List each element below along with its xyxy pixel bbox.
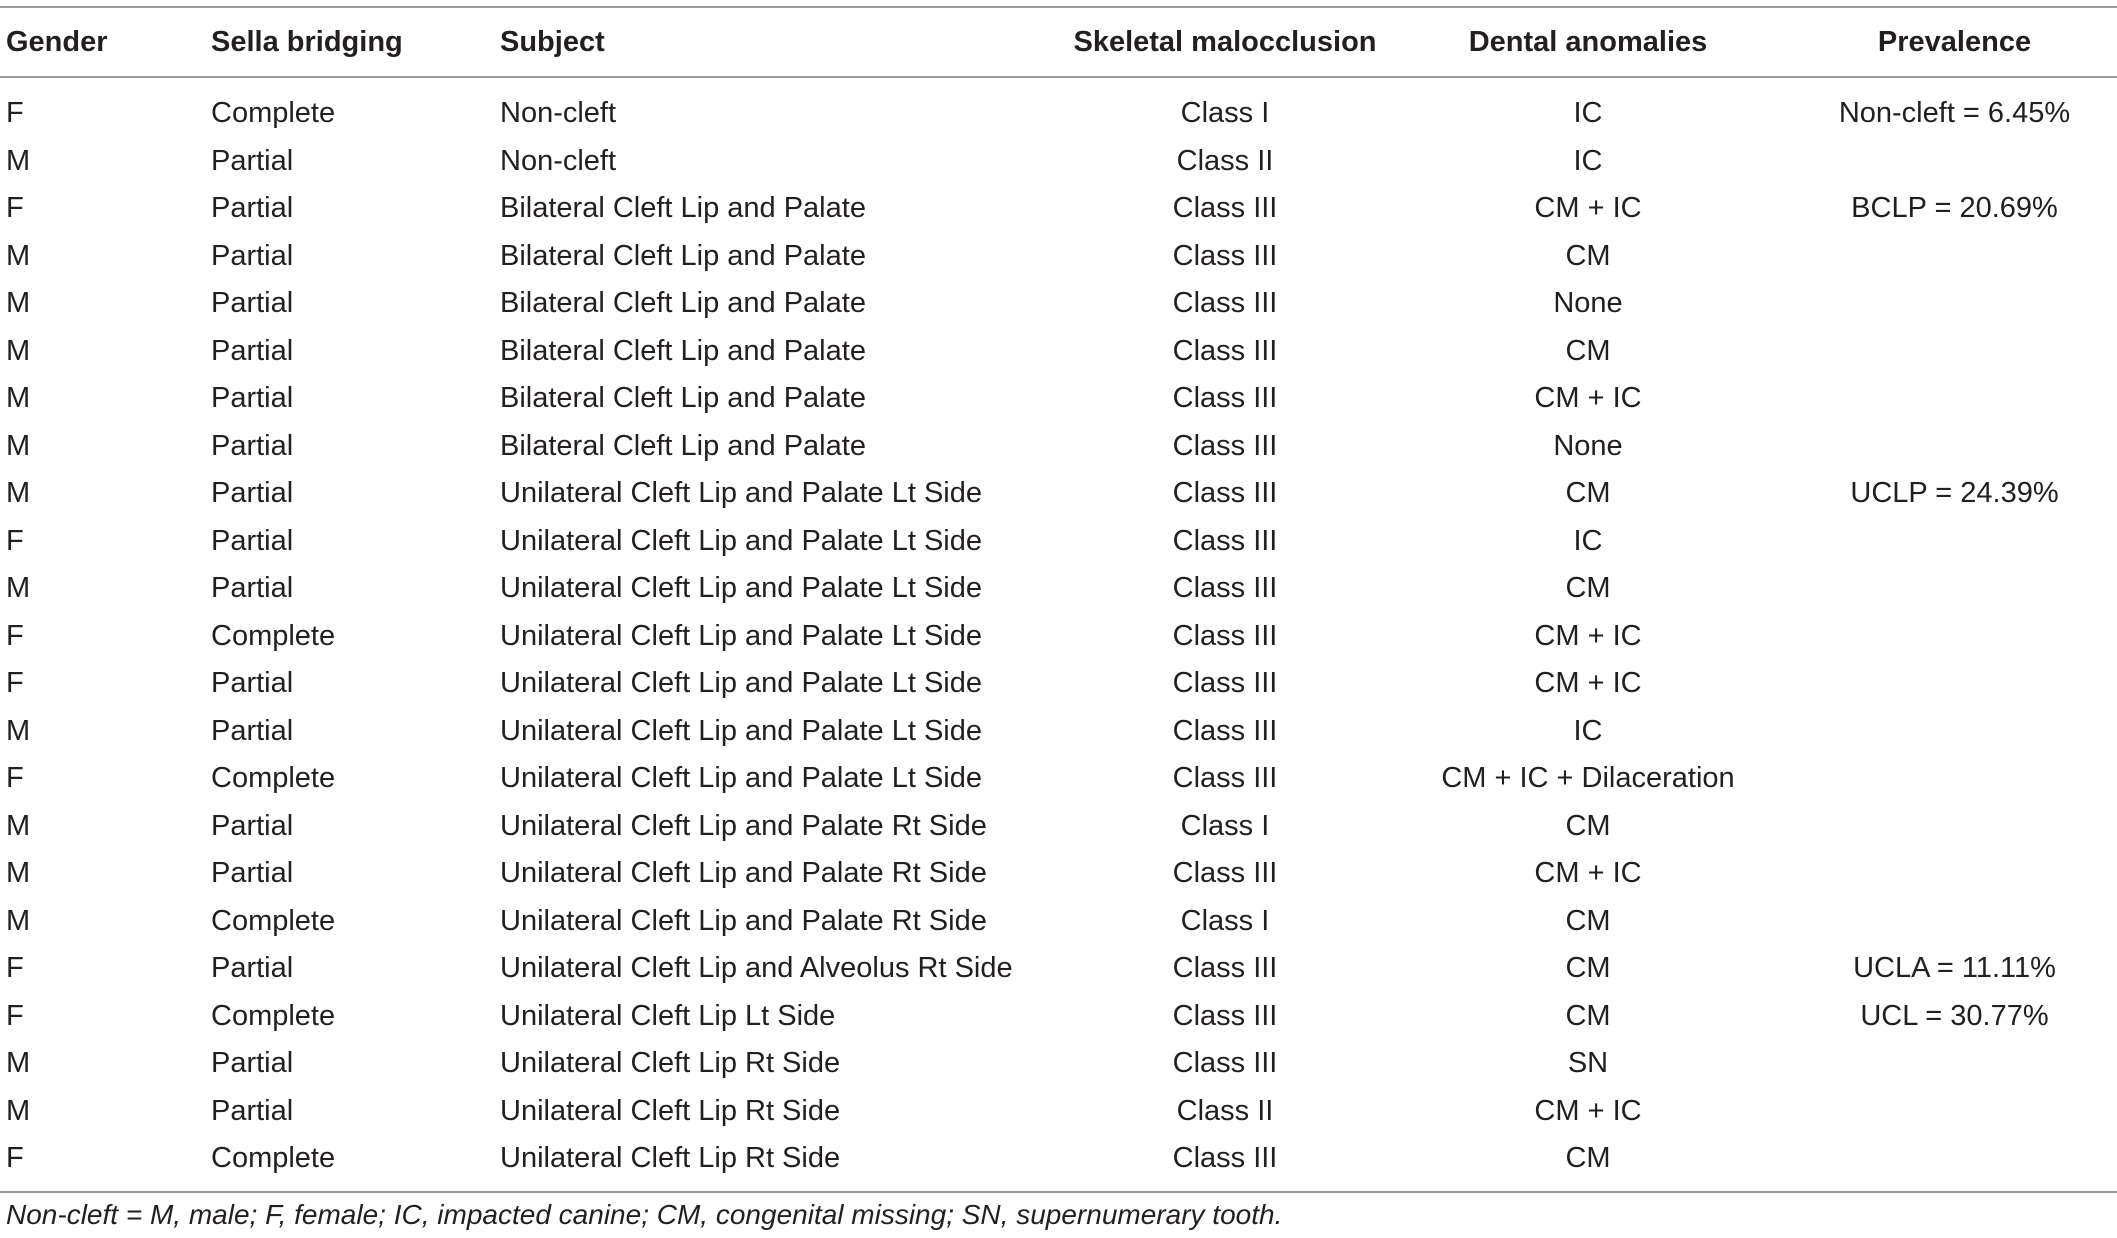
cell-gender: M (6, 287, 31, 320)
cell-dental-anomalies: CM + IC (1534, 192, 1642, 225)
cell-dental-anomalies: IC (1573, 524, 1603, 557)
cell-gender: M (6, 714, 31, 747)
cell-prevalence (1786, 850, 2117, 898)
cell-sella-bridging: Complete (211, 999, 336, 1032)
header-row (0, 8, 2117, 76)
cell-sella-bridging: Complete (211, 762, 336, 795)
cell-subject: Non-cleft (500, 97, 617, 130)
cell-gender: F (6, 619, 24, 652)
cell-subject: Unilateral Cleft Lip and Palate Lt Side (500, 667, 983, 700)
cell-prevalence (1786, 280, 2117, 328)
cell-prevalence (1786, 233, 2117, 281)
cell-dental-anomalies: CM + IC (1534, 857, 1642, 890)
cell-prevalence (1786, 1088, 2117, 1136)
table-row (0, 993, 2117, 1041)
cell-dental-anomalies: None (1553, 287, 1623, 320)
cell-dental-anomalies: IC (1573, 144, 1603, 177)
cell-subject: Unilateral Cleft Lip and Palate Lt Side (500, 524, 983, 557)
cell-prevalence: Non-cleft = 6.45% (1838, 97, 2071, 130)
cell-subject: Unilateral Cleft Lip and Palate Lt Side (500, 714, 983, 747)
cell-subject: Unilateral Cleft Lip Rt Side (500, 1047, 841, 1080)
cell-skeletal-malocclusion: Class III (1172, 857, 1278, 890)
cell-gender: F (6, 192, 24, 225)
cell-subject: Unilateral Cleft Lip and Palate Lt Side (500, 619, 983, 652)
cell-dental-anomalies: IC (1573, 97, 1603, 130)
cell-skeletal-malocclusion: Class III (1172, 239, 1278, 272)
cell-gender: M (6, 382, 31, 415)
cell-gender: M (6, 904, 31, 937)
cell-subject: Bilateral Cleft Lip and Palate (500, 287, 866, 320)
table-body (0, 76, 2117, 1183)
cell-dental-anomalies: CM (1565, 572, 1611, 605)
cell-gender: M (6, 477, 31, 510)
cell-sella-bridging: Partial (211, 667, 294, 700)
cell-skeletal-malocclusion: Class III (1172, 667, 1278, 700)
cell-skeletal-malocclusion: Class III (1172, 382, 1278, 415)
cell-skeletal-malocclusion: Class III (1172, 999, 1278, 1032)
cell-dental-anomalies: CM (1565, 477, 1611, 510)
cell-prevalence: UCL = 30.77% (1860, 999, 2049, 1032)
cell-dental-anomalies: CM + IC (1534, 1094, 1642, 1127)
cell-gender: F (6, 762, 24, 795)
table-row (0, 755, 2117, 803)
table-row (0, 945, 2117, 993)
cell-skeletal-malocclusion: Class II (1176, 144, 1274, 177)
cell-skeletal-malocclusion: Class I (1180, 809, 1270, 842)
cell-prevalence (1786, 1040, 2117, 1088)
cell-subject: Unilateral Cleft Lip and Palate Rt Side (500, 809, 987, 842)
cell-prevalence (1786, 375, 2117, 423)
cell-dental-anomalies: CM (1565, 334, 1611, 367)
cell-dental-anomalies: SN (1567, 1047, 1609, 1080)
cell-gender: M (6, 429, 31, 462)
cell-prevalence (1786, 138, 2117, 186)
cell-gender: F (6, 97, 24, 130)
cell-dental-anomalies: CM + IC (1534, 382, 1642, 415)
cell-subject: Unilateral Cleft Lip and Palate Lt Side (500, 572, 983, 605)
cell-sella-bridging: Partial (211, 192, 294, 225)
cell-dental-anomalies: CM (1565, 1142, 1611, 1175)
table-row (0, 470, 2117, 518)
cell-skeletal-malocclusion: Class III (1172, 192, 1278, 225)
cell-subject: Unilateral Cleft Lip and Palate Rt Side (500, 904, 987, 937)
cell-subject: Unilateral Cleft Lip and Palate Lt Side (500, 762, 983, 795)
cell-gender: M (6, 334, 31, 367)
cell-gender: F (6, 999, 24, 1032)
cell-prevalence: BCLP = 20.69% (1851, 192, 2058, 225)
cell-sella-bridging: Partial (211, 952, 294, 985)
cell-gender: M (6, 1047, 31, 1080)
cell-subject: Unilateral Cleft Lip Lt Side (500, 999, 836, 1032)
table-row (0, 1088, 2117, 1136)
cell-skeletal-malocclusion: Class III (1172, 1047, 1278, 1080)
cell-gender: M (6, 144, 31, 177)
cell-skeletal-malocclusion: Class I (1180, 97, 1270, 130)
cell-prevalence: UCLP = 24.39% (1850, 477, 2059, 510)
cell-sella-bridging: Complete (211, 97, 336, 130)
table-row (0, 850, 2117, 898)
cell-sella-bridging: Partial (211, 429, 294, 462)
cell-dental-anomalies: CM (1565, 999, 1611, 1032)
cell-skeletal-malocclusion: Class III (1172, 287, 1278, 320)
cell-dental-anomalies: CM (1565, 904, 1611, 937)
cell-sella-bridging: Partial (211, 572, 294, 605)
table-row (0, 76, 2117, 138)
cell-dental-anomalies: None (1553, 429, 1623, 462)
cell-sella-bridging: Complete (211, 1142, 336, 1175)
cell-sella-bridging: Partial (211, 239, 294, 272)
cell-gender: M (6, 857, 31, 890)
cell-prevalence (1786, 755, 2117, 803)
header-sella-bridging: Sella bridging (211, 25, 403, 58)
cell-subject: Non-cleft (500, 144, 617, 177)
cell-subject: Unilateral Cleft Lip Rt Side (500, 1142, 841, 1175)
table-row (0, 1135, 2117, 1183)
cell-dental-anomalies: CM (1565, 239, 1611, 272)
cell-sella-bridging: Partial (211, 809, 294, 842)
cell-gender: F (6, 524, 24, 557)
cell-subject: Bilateral Cleft Lip and Palate (500, 334, 866, 367)
table-row (0, 660, 2117, 708)
header-gender: Gender (6, 25, 108, 58)
cell-sella-bridging: Partial (211, 287, 294, 320)
table-row (0, 565, 2117, 613)
cell-skeletal-malocclusion: Class III (1172, 429, 1278, 462)
cell-sella-bridging: Complete (211, 619, 336, 652)
cell-skeletal-malocclusion: Class III (1172, 477, 1278, 510)
cell-skeletal-malocclusion: Class III (1172, 762, 1278, 795)
cell-prevalence (1786, 613, 2117, 661)
cell-prevalence (1786, 423, 2117, 471)
table-row (0, 233, 2117, 281)
bottom-rule (0, 1191, 2117, 1193)
cell-dental-anomalies: CM + IC + Dilaceration (1441, 762, 1735, 795)
cell-sella-bridging: Complete (211, 904, 336, 937)
cell-skeletal-malocclusion: Class III (1172, 714, 1278, 747)
cell-dental-anomalies: CM + IC (1534, 667, 1642, 700)
header-prevalence: Prevalence (1877, 25, 2032, 58)
cell-subject: Bilateral Cleft Lip and Palate (500, 382, 866, 415)
cell-skeletal-malocclusion: Class III (1172, 1142, 1278, 1175)
table-row (0, 708, 2117, 756)
table-row (0, 803, 2117, 851)
table-footnote: Non-cleft = M, male; F, female; IC, impacted canine; CM, congenital missing; SN, supernumerary tooth. (6, 1199, 1283, 1230)
cell-dental-anomalies: CM (1565, 809, 1611, 842)
cell-sella-bridging: Partial (211, 144, 294, 177)
cell-sella-bridging: Partial (211, 382, 294, 415)
cell-gender: M (6, 239, 31, 272)
cell-gender: M (6, 1094, 31, 1127)
table-row (0, 613, 2117, 661)
cell-subject: Unilateral Cleft Lip and Palate Rt Side (500, 857, 987, 890)
cell-gender: M (6, 572, 31, 605)
cell-sella-bridging: Partial (211, 857, 294, 890)
header-dental-anomalies: Dental anomalies (1468, 25, 1708, 58)
cell-gender: F (6, 1142, 24, 1175)
table-row (0, 138, 2117, 186)
cell-dental-anomalies: IC (1573, 714, 1603, 747)
cell-skeletal-malocclusion: Class III (1172, 524, 1278, 557)
table-row (0, 280, 2117, 328)
cell-skeletal-malocclusion: Class III (1172, 619, 1278, 652)
cell-sella-bridging: Partial (211, 1047, 294, 1080)
cell-prevalence: UCLA = 11.11% (1853, 952, 2056, 985)
header-subject: Subject (500, 25, 605, 58)
cell-skeletal-malocclusion: Class III (1172, 572, 1278, 605)
cell-gender: F (6, 952, 24, 985)
cell-skeletal-malocclusion: Class III (1172, 334, 1278, 367)
header-skeletal-malocclusion: Skeletal malocclusion (1073, 25, 1377, 58)
cell-dental-anomalies: CM + IC (1534, 619, 1642, 652)
data-table (0, 8, 2117, 1183)
cell-prevalence (1786, 518, 2117, 566)
cell-subject: Unilateral Cleft Lip and Alveolus Rt Side (500, 952, 1013, 985)
cell-sella-bridging: Partial (211, 334, 294, 367)
table-row (0, 898, 2117, 946)
cell-prevalence (1786, 708, 2117, 756)
table-row (0, 1040, 2117, 1088)
cell-prevalence (1786, 328, 2117, 376)
cell-skeletal-malocclusion: Class I (1180, 904, 1270, 937)
table-row (0, 185, 2117, 233)
cell-prevalence (1786, 898, 2117, 946)
table-row (0, 375, 2117, 423)
cell-prevalence (1786, 1135, 2117, 1183)
cell-prevalence (1786, 660, 2117, 708)
cell-sella-bridging: Partial (211, 1094, 294, 1127)
cell-skeletal-malocclusion: Class II (1176, 1094, 1274, 1127)
table-row (0, 518, 2117, 566)
cell-skeletal-malocclusion: Class III (1172, 952, 1278, 985)
cell-prevalence (1786, 803, 2117, 851)
cell-subject: Bilateral Cleft Lip and Palate (500, 192, 866, 225)
cell-sella-bridging: Partial (211, 477, 294, 510)
cell-subject: Unilateral Cleft Lip and Palate Lt Side (500, 477, 983, 510)
table-row (0, 423, 2117, 471)
cell-subject: Bilateral Cleft Lip and Palate (500, 429, 866, 462)
cell-prevalence (1786, 565, 2117, 613)
cell-sella-bridging: Partial (211, 524, 294, 557)
cell-subject: Unilateral Cleft Lip Rt Side (500, 1094, 841, 1127)
table-row (0, 328, 2117, 376)
cell-gender: M (6, 809, 31, 842)
cell-subject: Bilateral Cleft Lip and Palate (500, 239, 866, 272)
cell-sella-bridging: Partial (211, 714, 294, 747)
cell-gender: F (6, 667, 24, 700)
cell-dental-anomalies: CM (1565, 952, 1611, 985)
